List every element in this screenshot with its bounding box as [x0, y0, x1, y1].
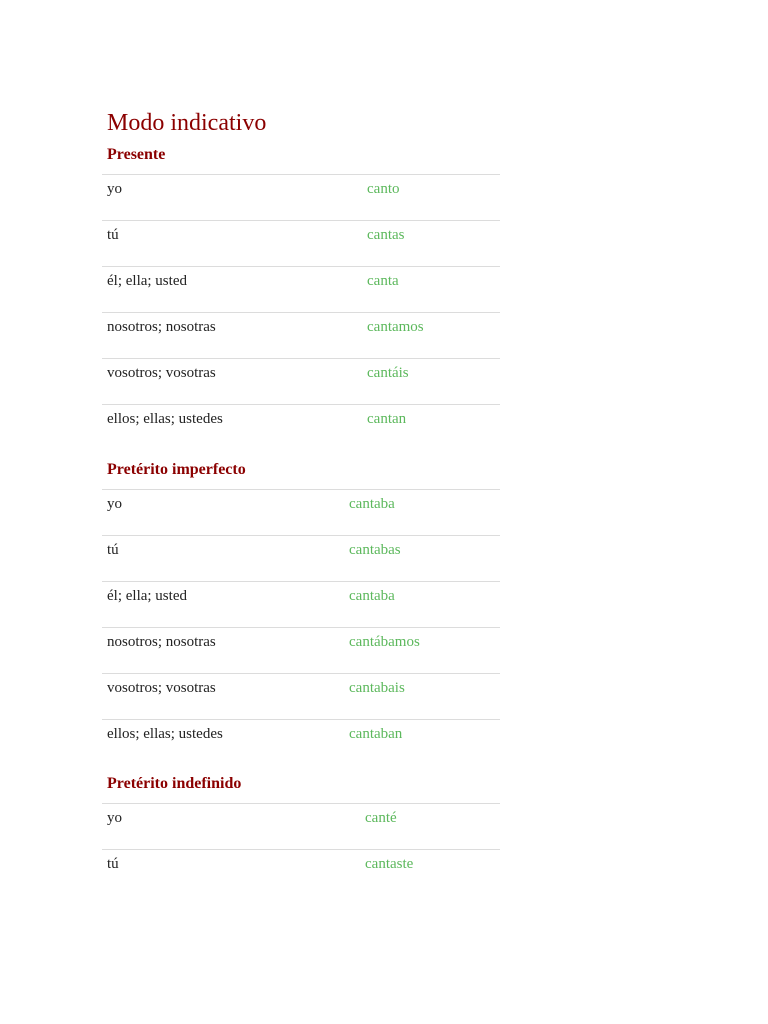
section-preterito-imperfecto — [102, 459, 500, 766]
verb-form-cell: cantábamos — [349, 628, 500, 674]
pronoun-cell: tú — [102, 536, 349, 582]
table-row — [102, 175, 500, 221]
pronoun-cell: él; ella; usted — [102, 582, 349, 628]
verb-form-cell: cantan — [367, 405, 500, 451]
verb-form-cell: cantaste — [365, 850, 500, 896]
conjugation-table-preterito-indefinido — [102, 803, 500, 896]
verb-form-cell: canta — [367, 267, 500, 313]
section-title: Presente — [107, 146, 166, 163]
table-row — [102, 221, 500, 267]
pronoun-cell: nosotros; nosotras — [102, 313, 367, 359]
table-row — [102, 582, 500, 628]
table-row — [102, 490, 500, 536]
pronoun-cell: yo — [102, 490, 349, 536]
table-row — [102, 804, 500, 850]
verb-form-cell: canto — [367, 175, 500, 221]
verb-form-cell: cantabais — [349, 674, 500, 720]
table-row — [102, 628, 500, 674]
table-row — [102, 267, 500, 313]
verb-form-cell: canté — [365, 804, 500, 850]
table-row — [102, 313, 500, 359]
section-presente — [102, 144, 500, 451]
pronoun-cell: vosotros; vosotras — [102, 359, 367, 405]
conjugation-table-preterito-imperfecto — [102, 489, 500, 766]
verb-form-cell: cantamos — [367, 313, 500, 359]
pronoun-cell: vosotros; vosotras — [102, 674, 349, 720]
table-row — [102, 674, 500, 720]
table-row — [102, 405, 500, 451]
verb-form-cell: cantaba — [349, 490, 500, 536]
conjugation-table-presente — [102, 174, 500, 451]
pronoun-cell: él; ella; usted — [102, 267, 367, 313]
section-preterito-indefinido — [102, 773, 500, 896]
section-title: Pretérito imperfecto — [107, 461, 246, 478]
table-row — [102, 850, 500, 896]
pronoun-cell: yo — [102, 175, 367, 221]
pronoun-cell: ellos; ellas; ustedes — [102, 720, 349, 766]
table-row — [102, 536, 500, 582]
verb-form-cell: cantabas — [349, 536, 500, 582]
pronoun-cell: nosotros; nosotras — [102, 628, 349, 674]
pronoun-cell: yo — [102, 804, 365, 850]
table-row — [102, 720, 500, 766]
pronoun-cell: tú — [102, 850, 365, 896]
pronoun-cell: tú — [102, 221, 367, 267]
verb-form-cell: cantaba — [349, 582, 500, 628]
page-title: Modo indicativo — [107, 110, 267, 136]
verb-form-cell: cantáis — [367, 359, 500, 405]
table-row — [102, 359, 500, 405]
pronoun-cell: ellos; ellas; ustedes — [102, 405, 367, 451]
verb-form-cell: cantas — [367, 221, 500, 267]
section-title: Pretérito indefinido — [107, 775, 242, 792]
verb-form-cell: cantaban — [349, 720, 500, 766]
